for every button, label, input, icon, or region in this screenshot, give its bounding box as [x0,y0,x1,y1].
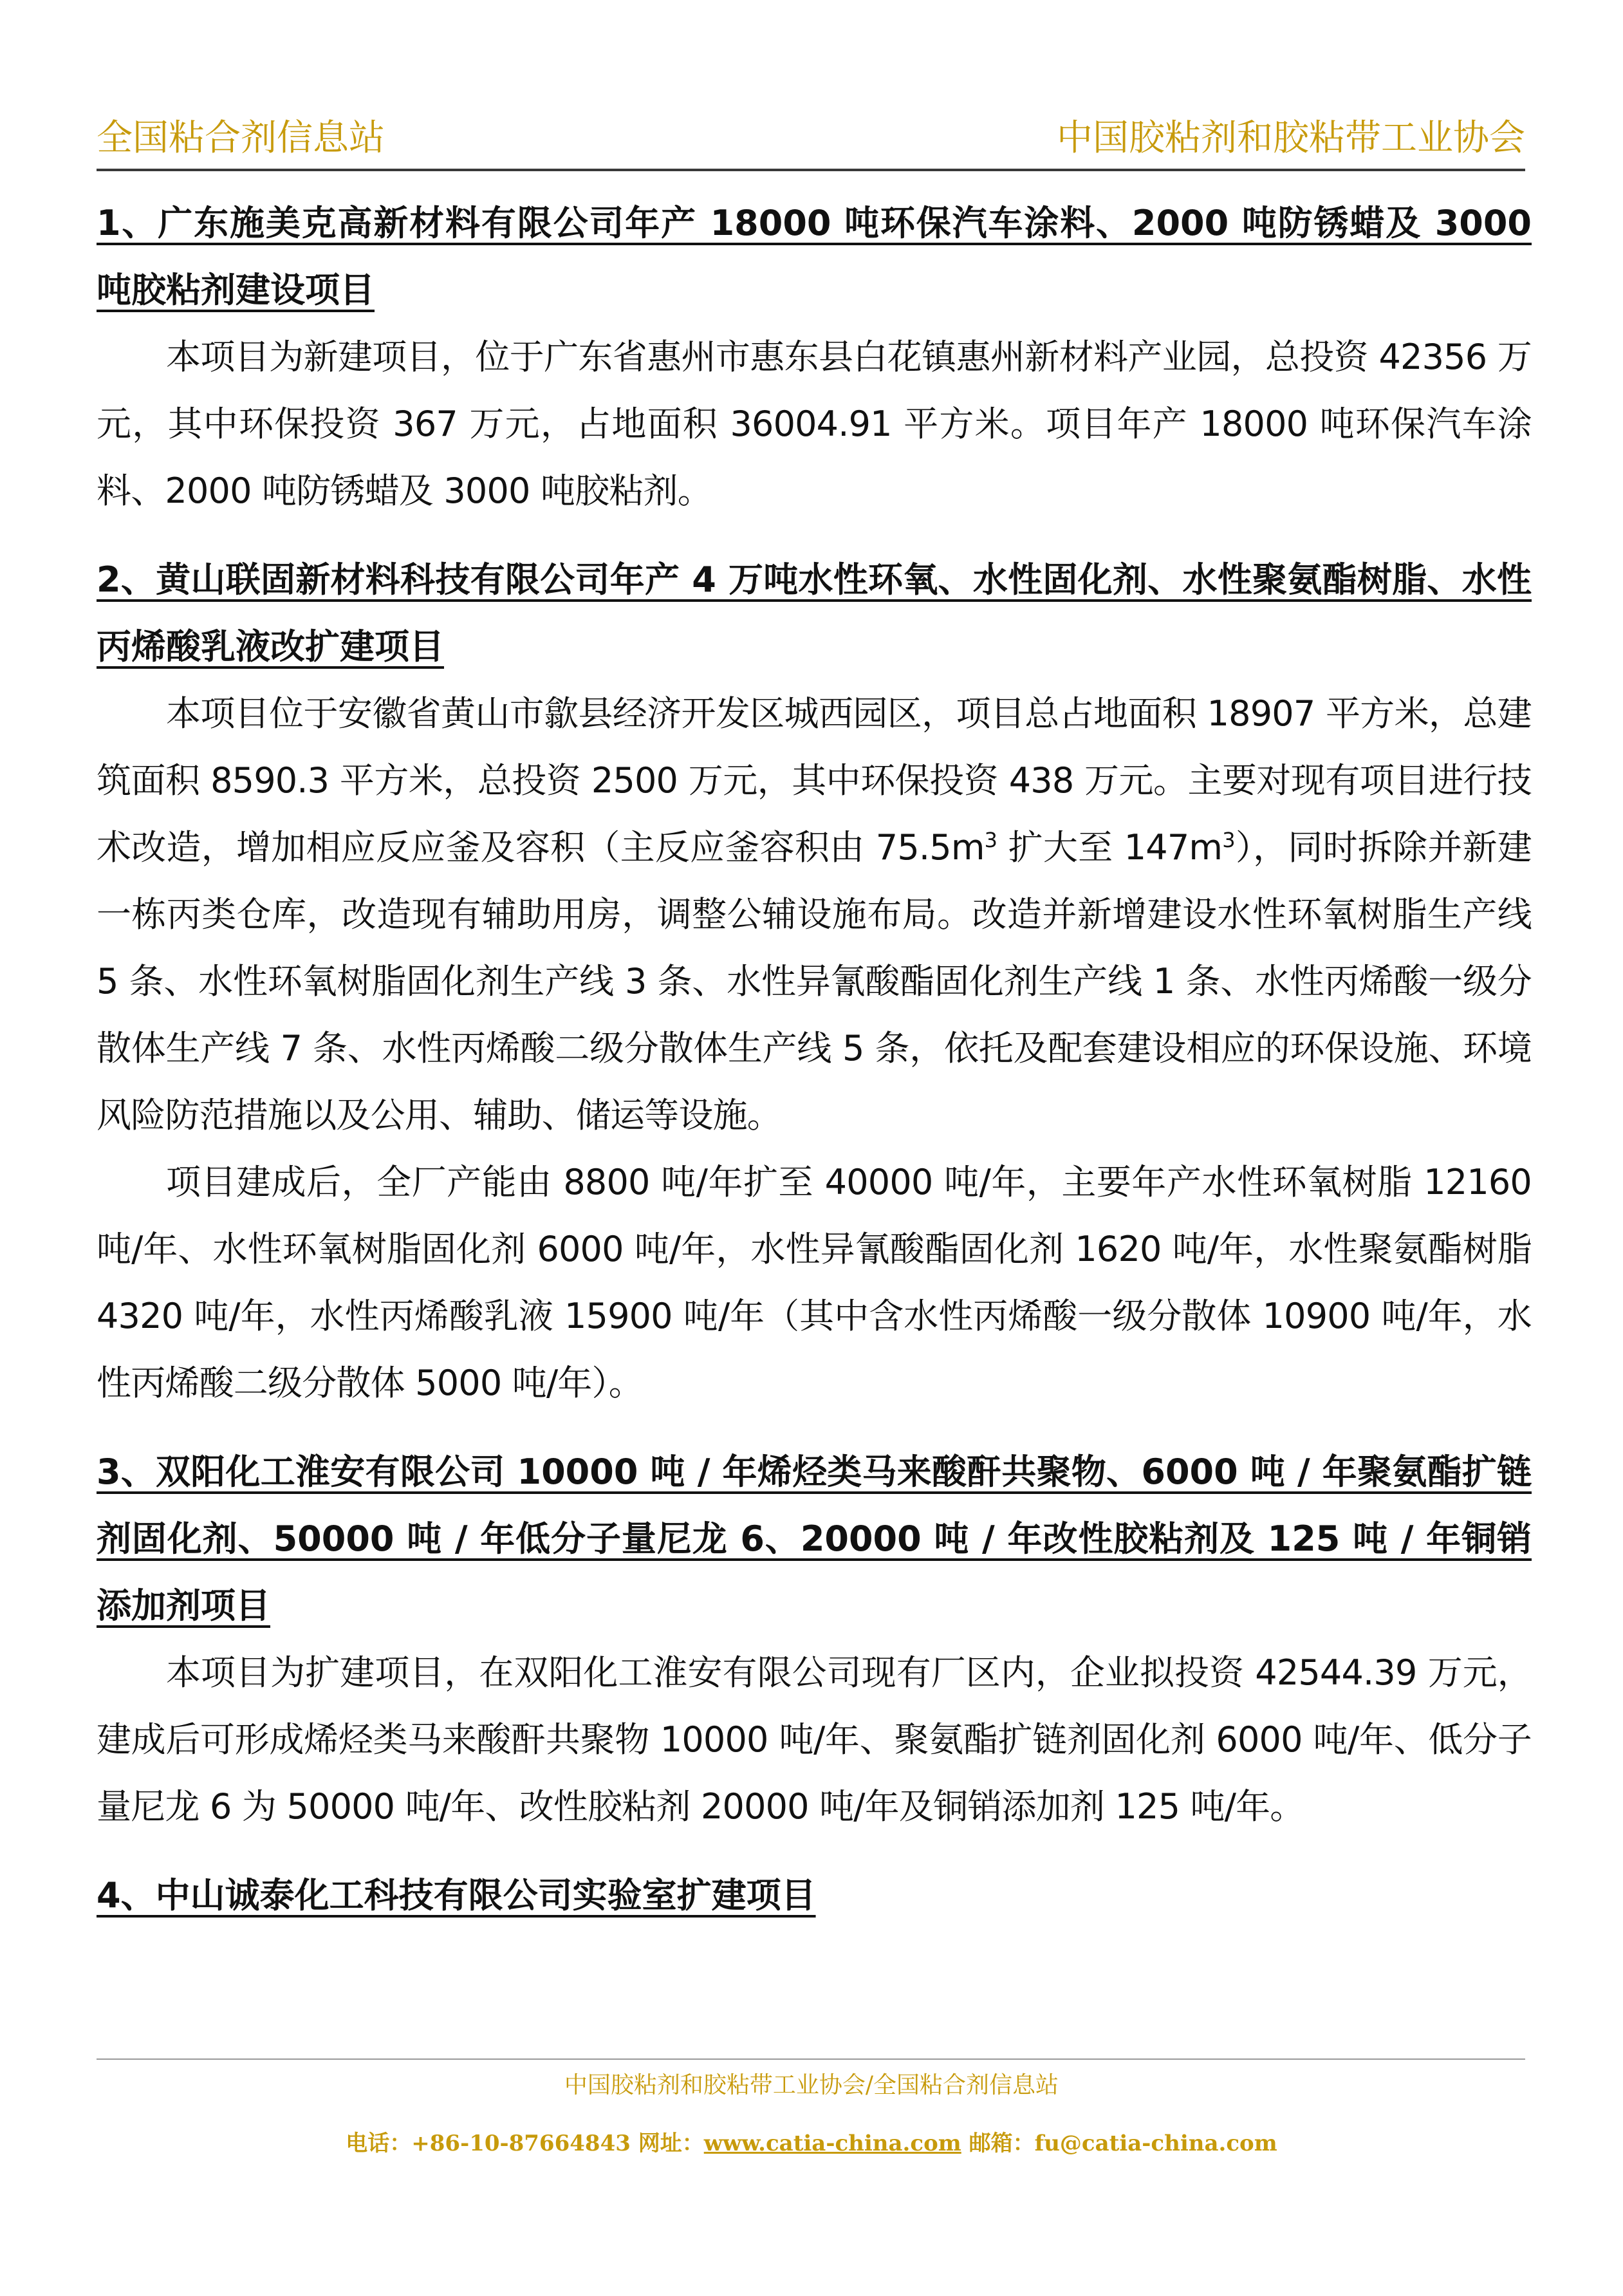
header-left-title: 全国粘合剂信息站 [97,117,385,159]
section-title: 1、广东施美克高新材料有限公司年产 18000 吨环保汽车涂料、2000 吨防锈蜡及 3000 吨胶粘剂建设项目 [97,203,1532,310]
section-paragraph: 项目建成后，全厂产能由 8800 吨/年扩至 40000 吨/年，主要年产水性环氧树脂 12160 吨/年、水性环氧树脂固化剂 6000 吨/年，水性异氰酸酯固化剂 1620 吨/年，水性聚氨酯树脂 4320 吨/年，水性丙烯酸乳液 15900 吨/年（其中含水性丙烯酸一级分散体 10900 吨/年，水性丙烯酸二级分散体 5000 吨/年）。 [97,1162,1532,1403]
section-paragraph: 本项目为扩建项目，在双阳化工淮安有限公司现有厂区内，企业拟投资 42544.39 万元，建成后可形成烯烃类马来酸酐共聚物 10000 吨/年、聚氨酯扩链剂固化剂 6000 吨/年、低分子量尼龙 6 为 50000 吨/年、改性胶粘剂 20000 吨/年及铜销添加剂 125 吨/年。 [97,1652,1532,1827]
email-label: 邮箱： [969,2131,1035,2156]
header-right-title: 中国胶粘剂和胶粘带工业协会 [1057,117,1525,159]
footer-contact [0,2124,1623,2163]
section-title: 3、双阳化工淮安有限公司 10000 吨 / 年烯烃类马来酸酐共聚物、6000 吨 / 年聚氨酯扩链剂固化剂、50000 吨 / 年低分子量尼龙 6、20000 吨 / 年改性胶粘剂及 125 吨 / 年铜销添加剂项目 [97,1451,1532,1626]
footer-organization: 中国胶粘剂和胶粘带工业协会/全国粘合剂信息站 [564,2072,1059,2098]
footer-divider [97,2058,1525,2060]
section-paragraph: 本项目为新建项目，位于广东省惠州市惠东县白花镇惠州新材料产业园，总投资 42356 万元，其中环保投资 367 万元，占地面积 36004.91 平方米。项目年产 18000 吨环保汽车涂料、2000 吨防锈蜡及 3000 吨胶粘剂。 [97,337,1532,511]
website-link[interactable]: www.catia-china.com [703,2131,961,2156]
section-title: 4、中山诚泰化工科技有限公司实验室扩建项目 [97,1875,816,1916]
project-section-2 [97,546,1532,1417]
website-label: 网址： [638,2131,704,2156]
project-section-1 [97,190,1532,525]
page-footer [0,2066,1623,2163]
section-paragraph: 本项目位于安徽省黄山市歙县经济开发区城西园区，项目总占地面积 18907 平方米，总建筑面积 8590.3 平方米，总投资 2500 万元，其中环保投资 438 万元。主要对现有项目进行技术改造，增加相应反应釜及容积（主反应釜容积由 $75.5m^3$ 扩大至 $147m^3$），同时拆除并新建一栋丙类仓库，改造现有辅助用房，调整公辅设施布局。改造并新增建设水性环氧树脂生产线 5 条、水性环氧树脂固化剂生产线 3 条、水性异氰酸酯固化剂生产线 1 条、水性丙烯酸一级分散体生产线 7 条、水性丙烯酸二级分散体生产线 5 条，依托及配套建设相应的环保设施、环境风险防范措施以及公用、辅助、储运等设施。 [97,693,1532,1135]
section-title: 2、黄山联固新材料科技有限公司年产 4 万吨水性环氧、水性固化剂、水性聚氨酯树脂、水性丙烯酸乳液改扩建项目 [97,559,1532,667]
page-header [97,113,1525,164]
main-content [97,190,1532,1929]
phone-number: +86-10-87664843 [411,2131,631,2156]
email-address: fu@catia-china.com [1034,2131,1277,2156]
project-section-3 [97,1439,1532,1840]
phone-label: 电话： [346,2131,412,2156]
header-divider [97,169,1525,171]
project-section-4 [97,1862,1532,1929]
